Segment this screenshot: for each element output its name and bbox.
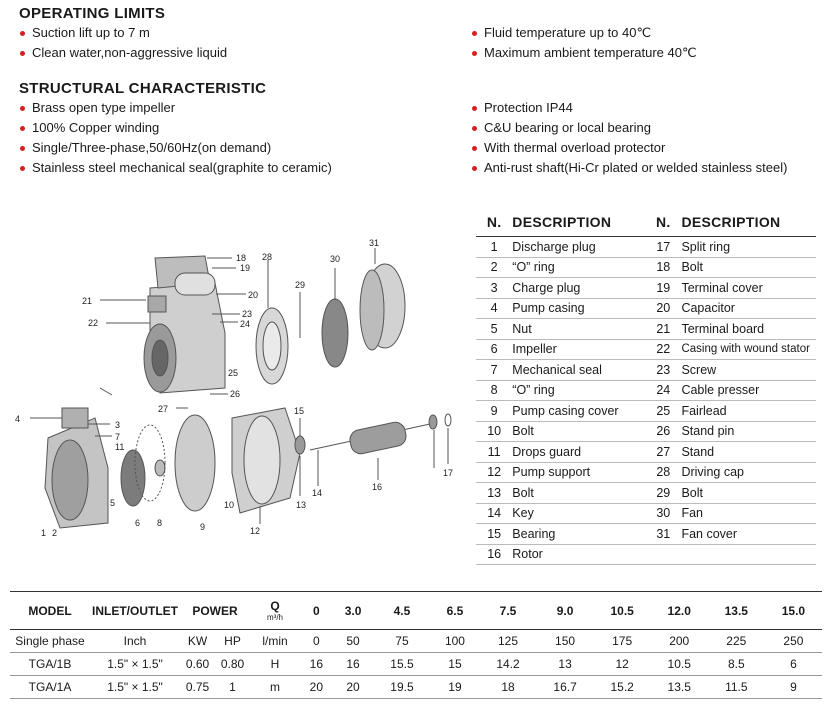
list-item: Fluid temperature up to 40℃ — [471, 23, 697, 43]
table-row — [10, 676, 822, 699]
head-value: 9 — [765, 676, 822, 699]
cell-kw: 0.75 — [180, 676, 215, 699]
head-value: 16 — [300, 653, 333, 676]
head-value: 19 — [431, 676, 480, 699]
performance-unit-row — [10, 630, 822, 653]
operating-limits-left-list — [19, 23, 227, 63]
part-number: 28 — [645, 462, 681, 483]
table-row — [476, 462, 816, 483]
head-value: 15.2 — [594, 676, 651, 699]
head-value: 20 — [333, 676, 374, 699]
col-header-n: N. — [645, 208, 681, 237]
head-value: 18 — [479, 676, 536, 699]
table-row — [476, 401, 816, 422]
cell-hp: 1 — [215, 676, 250, 699]
part-description: Fan — [681, 503, 816, 524]
cell-inlet: 1.5" × 1.5" — [90, 653, 180, 676]
diagram-label: 22 — [88, 318, 99, 328]
flow-value: 50 — [333, 630, 374, 653]
part-description: “O” ring — [512, 257, 645, 278]
head-value: 15.5 — [373, 653, 430, 676]
part-number: 10 — [476, 421, 512, 442]
flow-value: 100 — [431, 630, 480, 653]
part-number: 5 — [476, 319, 512, 340]
head-value: 15 — [431, 653, 480, 676]
head-value: 12 — [594, 653, 651, 676]
cell-model: TGA/1B — [10, 653, 90, 676]
part-number: 24 — [645, 380, 681, 401]
part-description — [681, 544, 816, 565]
part-description: Terminal board — [681, 319, 816, 340]
diagram-label: 4 — [15, 414, 21, 424]
part-number: 22 — [645, 339, 681, 360]
diagram-label: 14 — [312, 488, 323, 498]
diagram-label: 30 — [330, 254, 341, 264]
q-value: 0 — [300, 592, 333, 630]
cell-phase: Single phase — [10, 630, 90, 653]
head-value: 10.5 — [651, 653, 708, 676]
col-header-description: DESCRIPTION — [512, 208, 645, 237]
part-description: Driving cap — [681, 462, 816, 483]
list-item: Protection IP44 — [471, 98, 787, 118]
head-value: 13 — [537, 653, 594, 676]
part-description: Bolt — [681, 483, 816, 504]
diagram-label: 5 — [110, 498, 116, 508]
head-value: 13.5 — [651, 676, 708, 699]
q-value: 15.0 — [765, 592, 822, 630]
diagram-label: 23 — [242, 309, 253, 319]
diagram-label: 28 — [262, 252, 273, 262]
part-number: 3 — [476, 278, 512, 299]
part-number: 27 — [645, 442, 681, 463]
structural-right-list — [471, 98, 787, 178]
part-description: Capacitor — [681, 298, 816, 319]
list-item: 100% Copper winding — [19, 118, 332, 138]
structural-left-list — [19, 98, 332, 178]
parts-description-table — [476, 208, 816, 565]
table-row — [476, 503, 816, 524]
table-row — [476, 298, 816, 319]
part-number: 7 — [476, 360, 512, 381]
q-unit: m³/h — [267, 613, 283, 622]
part-description: Drops guard — [512, 442, 645, 463]
flow-value: 225 — [708, 630, 765, 653]
diagram-label: 25 — [228, 368, 239, 378]
q-label: Q — [270, 599, 280, 613]
part-description: “O” ring — [512, 380, 645, 401]
part-description: Charge plug — [512, 278, 645, 299]
part-number: 13 — [476, 483, 512, 504]
part-number: 26 — [645, 421, 681, 442]
part-description: Impeller — [512, 339, 645, 360]
table-row — [476, 257, 816, 278]
part-number: 21 — [645, 319, 681, 340]
q-value: 4.5 — [373, 592, 430, 630]
part-number: 17 — [645, 237, 681, 258]
q-value: 3.0 — [333, 592, 374, 630]
col-header-q — [250, 592, 300, 630]
part-number: 18 — [645, 257, 681, 278]
flow-value: 75 — [373, 630, 430, 653]
part-number: 8 — [476, 380, 512, 401]
table-row — [476, 544, 816, 565]
diagram-label: 16 — [372, 482, 383, 492]
part-description: Rotor — [512, 544, 645, 565]
flow-value: 0 — [300, 630, 333, 653]
flow-value: 175 — [594, 630, 651, 653]
part-description: Pump support — [512, 462, 645, 483]
parts-table-body — [476, 237, 816, 565]
diagram-label: 9 — [200, 522, 206, 532]
table-row — [476, 421, 816, 442]
diagram-label: 2 — [52, 528, 58, 538]
list-item: Suction lift up to 7 m — [19, 23, 227, 43]
table-row — [476, 442, 816, 463]
part-description: Key — [512, 503, 645, 524]
part-number: 4 — [476, 298, 512, 319]
parts-header-row — [476, 208, 816, 237]
list-item: Single/Three-phase,50/60Hz(on demand) — [19, 138, 332, 158]
diagram-label: 31 — [369, 238, 380, 248]
list-item: Stainless steel mechanical seal(graphite to ceramic) — [19, 158, 332, 178]
cell-h-label: H — [250, 653, 300, 676]
part-description: Stand pin — [681, 421, 816, 442]
table-row — [476, 380, 816, 401]
table-row — [476, 237, 816, 258]
diagram-label: 7 — [115, 432, 121, 442]
part-description: Split ring — [681, 237, 816, 258]
part-description: Screw — [681, 360, 816, 381]
diagram-label: 11 — [115, 442, 125, 452]
part-description: Pump casing — [512, 298, 645, 319]
cell-model: TGA/1A — [10, 676, 90, 699]
table-row — [476, 319, 816, 340]
part-number: 2 — [476, 257, 512, 278]
head-value: 8.5 — [708, 653, 765, 676]
part-description: Bolt — [681, 257, 816, 278]
diagram-label: 20 — [248, 290, 259, 300]
head-value: 19.5 — [373, 676, 430, 699]
q-value: 6.5 — [431, 592, 480, 630]
diagram-label: 6 — [135, 518, 141, 528]
flow-value: 150 — [537, 630, 594, 653]
diagram-label: 29 — [295, 280, 306, 290]
part-number — [645, 544, 681, 565]
col-header-n: N. — [476, 208, 512, 237]
flow-value: 250 — [765, 630, 822, 653]
flow-value: 200 — [651, 630, 708, 653]
list-item: Clean water,non-aggressive liquid — [19, 43, 227, 63]
cell-m-label: m — [250, 676, 300, 699]
flow-value: 125 — [479, 630, 536, 653]
operating-limits-title: OPERATING LIMITS — [19, 5, 166, 22]
col-header-model: MODEL — [10, 592, 90, 630]
list-item: C&U bearing or local bearing — [471, 118, 787, 138]
cell-inlet: 1.5" × 1.5" — [90, 676, 180, 699]
cell-flow-unit: l/min — [250, 630, 300, 653]
performance-table — [10, 591, 822, 699]
diagram-label: 24 — [240, 319, 251, 329]
performance-header-row — [10, 592, 822, 630]
diagram-label: 12 — [250, 526, 261, 536]
cell-hp: 0.80 — [215, 653, 250, 676]
part-description: Cable presser — [681, 380, 816, 401]
part-number: 14 — [476, 503, 512, 524]
q-value: 9.0 — [537, 592, 594, 630]
diagram-label: 26 — [230, 389, 241, 399]
part-number: 1 — [476, 237, 512, 258]
part-description: Fairlead — [681, 401, 816, 422]
part-number: 31 — [645, 524, 681, 545]
table-row — [476, 483, 816, 504]
part-number: 29 — [645, 483, 681, 504]
head-value: 20 — [300, 676, 333, 699]
table-row — [476, 278, 816, 299]
diagram-label: 21 — [82, 296, 93, 306]
q-value: 10.5 — [594, 592, 651, 630]
q-value: 13.5 — [708, 592, 765, 630]
part-number: 11 — [476, 442, 512, 463]
col-header-inlet-outlet: INLET/OUTLET — [90, 592, 180, 630]
part-description: Fan cover — [681, 524, 816, 545]
cell-kw: 0.60 — [180, 653, 215, 676]
part-number: 16 — [476, 544, 512, 565]
list-item: With thermal overload protector — [471, 138, 787, 158]
exploded-pump-diagram — [0, 228, 470, 548]
cell-kw-unit: KW — [180, 630, 215, 653]
diagram-label: 17 — [443, 468, 454, 478]
table-row — [476, 524, 816, 545]
part-description: Terminal cover — [681, 278, 816, 299]
q-value: 7.5 — [479, 592, 536, 630]
diagram-label: 27 — [158, 404, 169, 414]
table-row — [476, 339, 816, 360]
part-description: Pump casing cover — [512, 401, 645, 422]
table-row — [476, 360, 816, 381]
col-header-power: POWER — [180, 592, 250, 630]
part-number: 30 — [645, 503, 681, 524]
part-description: Mechanical seal — [512, 360, 645, 381]
head-value: 11.5 — [708, 676, 765, 699]
structural-title: STRUCTURAL CHARACTERISTIC — [19, 80, 267, 97]
part-number: 9 — [476, 401, 512, 422]
part-number: 25 — [645, 401, 681, 422]
head-value: 16 — [333, 653, 374, 676]
list-item: Brass open type impeller — [19, 98, 332, 118]
list-item: Maximum ambient temperature 40℃ — [471, 43, 697, 63]
diagram-label: 8 — [157, 518, 163, 528]
part-description: Nut — [512, 319, 645, 340]
part-description: Bearing — [512, 524, 645, 545]
part-number: 20 — [645, 298, 681, 319]
operating-limits-right-list — [471, 23, 697, 63]
part-number: 6 — [476, 339, 512, 360]
part-description: Discharge plug — [512, 237, 645, 258]
diagram-label: 10 — [224, 500, 235, 510]
part-description: Bolt — [512, 421, 645, 442]
diagram-label: 1 — [41, 528, 47, 538]
diagram-label: 15 — [294, 406, 305, 416]
diagram-label: 19 — [240, 263, 251, 273]
list-item: Anti-rust shaft(Hi-Cr plated or welded stainless steel) — [471, 158, 787, 178]
diagram-label: 18 — [236, 253, 247, 263]
part-description: Bolt — [512, 483, 645, 504]
col-header-description: DESCRIPTION — [681, 208, 816, 237]
part-number: 12 — [476, 462, 512, 483]
head-value: 14.2 — [479, 653, 536, 676]
diagram-label: 3 — [115, 420, 121, 430]
head-value: 6 — [765, 653, 822, 676]
part-number: 23 — [645, 360, 681, 381]
cell-hp-unit: HP — [215, 630, 250, 653]
cell-inlet-unit: Inch — [90, 630, 180, 653]
part-description: Casing with wound stator — [681, 339, 816, 360]
part-description: Stand — [681, 442, 816, 463]
head-value: 16.7 — [537, 676, 594, 699]
part-number: 15 — [476, 524, 512, 545]
table-row — [10, 653, 822, 676]
part-number: 19 — [645, 278, 681, 299]
q-value: 12.0 — [651, 592, 708, 630]
diagram-label: 13 — [296, 500, 307, 510]
